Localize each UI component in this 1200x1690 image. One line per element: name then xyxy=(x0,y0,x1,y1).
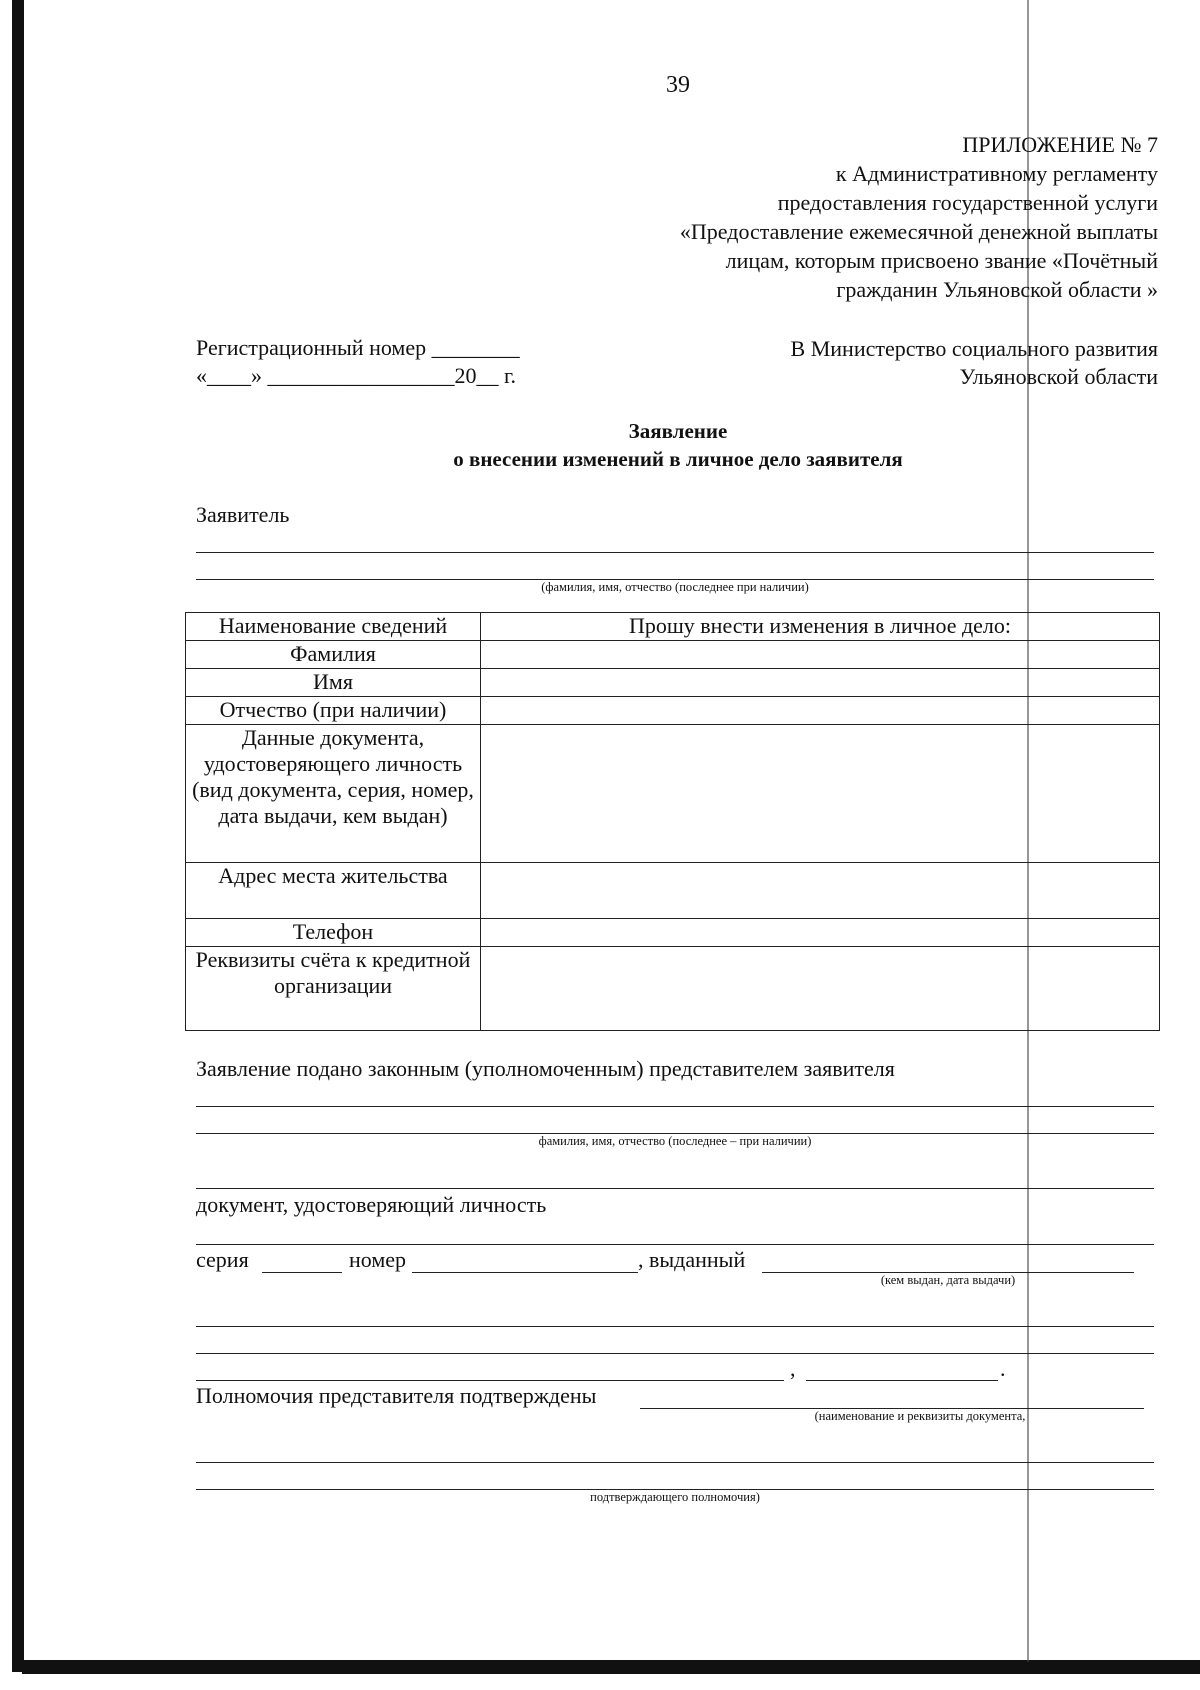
applicant-caption: (фамилия, имя, отчество (последнее при наличии) xyxy=(541,580,809,594)
representative-caption: фамилия, имя, отчество (последнее – при наличии) xyxy=(538,1134,812,1148)
document-subtitle: о внесении изменений в личное дело заявителя xyxy=(453,447,903,471)
table-row xyxy=(186,641,1160,669)
issued-date-field[interactable] xyxy=(806,1380,998,1381)
id-document-label: документ, удостоверяющий личность xyxy=(196,1192,547,1217)
row-label: Фамилия xyxy=(186,641,481,669)
appendix-line: ПРИЛОЖЕНИЕ № 7 xyxy=(962,132,1158,157)
appendix-line: лицам, которым присвоено звание «Почётный xyxy=(725,248,1158,273)
applicant-line xyxy=(196,552,1154,553)
issued-line xyxy=(196,1353,1154,1354)
appendix-header xyxy=(680,130,1158,304)
issued-line xyxy=(196,1380,784,1381)
powers-caption: подтверждающего полномочия) xyxy=(590,1490,760,1504)
registration-number: Регистрационный номер ________ xyxy=(196,335,520,360)
table-header-row xyxy=(186,613,1160,641)
row-value-field[interactable] xyxy=(481,641,1160,669)
number-field[interactable] xyxy=(412,1272,638,1273)
representative-label: Заявление подано законным (уполномоченным) представителем заявителя xyxy=(196,1056,895,1081)
scan-edge-left xyxy=(12,0,24,1672)
row-value-field[interactable] xyxy=(481,919,1160,947)
document-title: Заявление xyxy=(628,419,728,443)
powers-line xyxy=(196,1462,1154,1463)
powers-caption: (наименование и реквизиты документа, xyxy=(814,1409,1026,1423)
table-row xyxy=(186,697,1160,725)
addressee xyxy=(791,335,1158,391)
representative-line xyxy=(196,1106,1154,1107)
row-label: Отчество (при наличии) xyxy=(186,697,481,725)
table-row xyxy=(186,919,1160,947)
series-label: серия xyxy=(196,1247,249,1272)
table-row xyxy=(186,947,1160,1031)
table-row xyxy=(186,725,1160,863)
period-mark: . xyxy=(1000,1356,1006,1381)
table-header-value: Прошу внести изменения в личное дело: xyxy=(481,613,1160,641)
number-label: номер xyxy=(349,1247,407,1272)
id-document-line xyxy=(196,1244,1154,1245)
page-number: 39 xyxy=(666,72,690,98)
row-value-field[interactable] xyxy=(481,863,1160,919)
addressee-line: Ульяновской области xyxy=(959,364,1158,389)
issued-caption: (кем выдан, дата выдачи) xyxy=(880,1273,1016,1287)
series-field[interactable] xyxy=(262,1272,342,1273)
row-value-field[interactable] xyxy=(481,669,1160,697)
row-label: Реквизиты счёта к кредитной организации xyxy=(186,947,481,1031)
appendix-line: гражданин Ульяновской области » xyxy=(836,277,1158,302)
row-label: Данные документа, удостоверяющего личность (вид документа, серия, номер, дата выдачи, кем выдан) xyxy=(186,725,481,863)
issued-label: , выданный xyxy=(638,1247,746,1272)
representative-line xyxy=(196,1188,1154,1189)
table-row xyxy=(186,669,1160,697)
comma-mark: , xyxy=(790,1356,796,1381)
appendix-line: к Административному регламенту xyxy=(835,161,1158,186)
row-value-field[interactable] xyxy=(481,697,1160,725)
issued-line xyxy=(196,1326,1154,1327)
row-label: Телефон xyxy=(186,919,481,947)
registration-date: «____» _________________20__ г. xyxy=(196,363,517,388)
addressee-line: В Министерство социального развития xyxy=(790,336,1158,361)
row-label: Имя xyxy=(186,669,481,697)
row-label: Адрес места жительства xyxy=(186,863,481,919)
powers-label: Полномочия представителя подтверждены xyxy=(196,1383,597,1408)
appendix-line: предоставления государственной услуги xyxy=(777,190,1158,215)
row-value-field[interactable] xyxy=(481,725,1160,863)
table-header-name: Наименование сведений xyxy=(186,613,481,641)
row-value-field[interactable] xyxy=(481,947,1160,1031)
appendix-line: «Предоставление ежемесячной денежной выплаты xyxy=(679,219,1158,244)
table-row xyxy=(186,863,1160,919)
scan-edge-bottom xyxy=(22,1660,1200,1674)
applicant-label: Заявитель xyxy=(196,502,290,527)
info-table xyxy=(185,612,1160,1031)
